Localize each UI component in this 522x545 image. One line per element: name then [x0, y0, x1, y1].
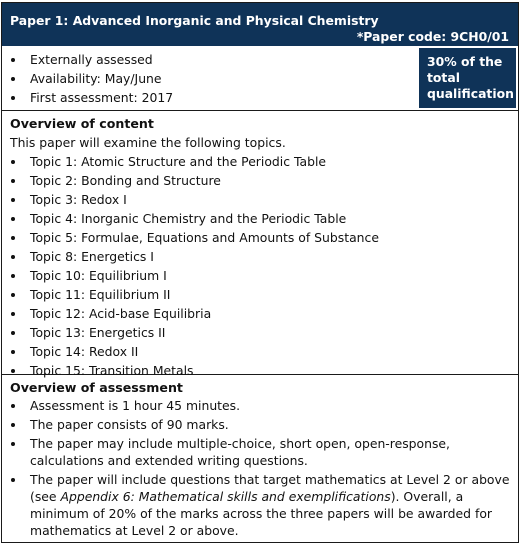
list-item: Topic 1: Atomic Structure and the Periodic Table — [2, 152, 518, 171]
summary-list — [2, 46, 419, 110]
list-item: Topic 2: Bonding and Structure — [2, 171, 518, 190]
assessment-overview — [2, 375, 518, 539]
topic-list — [2, 152, 518, 380]
badge-line: total — [427, 70, 460, 85]
list-item: Topic 11: Equilibrium II — [2, 285, 518, 304]
weighting-badge — [419, 48, 516, 108]
section-heading: Overview of content — [10, 116, 154, 131]
list-item: Topic 4: Inorganic Chemistry and the Periodic Table — [2, 209, 518, 228]
list-item: Topic 12: Acid-base Equilibria — [2, 304, 518, 323]
list-item: The paper consists of 90 marks. — [2, 416, 518, 433]
list-item: Topic 5: Formulae, Equations and Amounts of Substance — [2, 228, 518, 247]
list-item: Topic 3: Redox I — [2, 190, 518, 209]
list-item: Topic 8: Energetics I — [2, 247, 518, 266]
item-text: The paper will include questions that target mathematics at Level 2 or above (see — [30, 472, 510, 504]
section-heading: Overview of assessment — [10, 380, 183, 395]
paper-title: Paper 1: Advanced Inorganic and Physical Chemistry — [10, 13, 379, 28]
list-item: Availability: May/June — [2, 69, 419, 88]
list-item: Externally assessed — [2, 50, 419, 69]
list-item — [2, 471, 518, 539]
content-overview — [2, 111, 518, 378]
badge-line: qualification — [427, 86, 514, 101]
list-item: First assessment: 2017 — [2, 88, 419, 107]
list-item: Assessment is 1 hour 45 minutes. — [2, 397, 518, 414]
list-item: The paper may include multiple-choice, short open, open-response, calculations and extended writing questions. — [2, 435, 518, 469]
list-item: Topic 10: Equilibrium I — [2, 266, 518, 285]
section-intro: This paper will examine the following topics. — [10, 135, 286, 150]
assessment-list — [2, 397, 518, 539]
appendix-reference: Appendix 6: Mathematical skills and exemplifications — [60, 489, 391, 504]
item-text: ). Overall, a minimum of 20% of the marks across the three papers will be awarded for mathematics at Level 2 or above. — [30, 489, 493, 538]
paper-code: *Paper code: 9CH0/01 — [356, 29, 509, 44]
list-item: Topic 15: Transition Metals — [2, 361, 518, 380]
list-item: Topic 14: Redox II — [2, 342, 518, 361]
list-item: Topic 13: Energetics II — [2, 323, 518, 342]
specification-table — [1, 2, 519, 543]
paper-header — [2, 3, 518, 46]
badge-line: 30% of the — [427, 54, 503, 69]
assessment-summary — [2, 46, 518, 111]
